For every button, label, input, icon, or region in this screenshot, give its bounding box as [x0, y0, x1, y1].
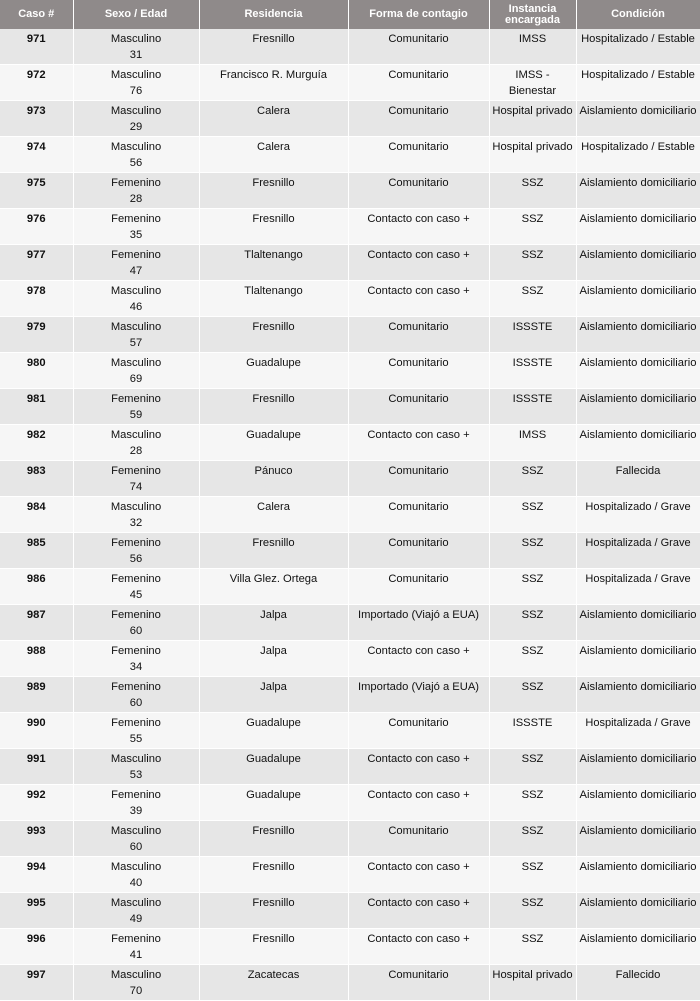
cell-forma-contagio: Comunitario [348, 461, 489, 497]
cell-residencia: Fresnillo [199, 389, 348, 425]
cell-sexo-edad [73, 245, 199, 281]
cell-forma-contagio: Comunitario [348, 569, 489, 605]
table-body [0, 29, 700, 1001]
cell-condicion: Aislamiento domiciliario [576, 677, 700, 713]
cell-caso: 987 [0, 605, 73, 641]
cell-residencia: Tlaltenango [199, 281, 348, 317]
cell-caso: 978 [0, 281, 73, 317]
table-row [0, 677, 700, 713]
cell-condicion: Hospitalizado / Estable [576, 29, 700, 65]
table-row [0, 353, 700, 389]
cell-residencia: Zacatecas [199, 965, 348, 1001]
cell-residencia: Fresnillo [199, 209, 348, 245]
cell-caso: 985 [0, 533, 73, 569]
header-forma-contagio: Forma de contagio [348, 0, 489, 29]
cell-condicion: Fallecido [576, 965, 700, 1001]
cell-instancia: SSZ [489, 821, 576, 857]
cell-edad: 45 [129, 589, 143, 601]
cell-residencia: Guadalupe [199, 713, 348, 749]
cell-edad: 49 [129, 913, 143, 925]
cell-sexo: Masculino [110, 861, 162, 873]
cell-forma-contagio: Comunitario [348, 533, 489, 569]
cell-sexo: Femenino [111, 393, 161, 405]
cell-condicion: Aislamiento domiciliario [576, 929, 700, 965]
cell-edad: 34 [129, 661, 143, 673]
cell-sexo-edad [73, 605, 199, 641]
cell-caso: 989 [0, 677, 73, 713]
cell-residencia: Calera [199, 137, 348, 173]
header-condicion: Condición [576, 0, 700, 29]
cell-forma-contagio: Comunitario [348, 389, 489, 425]
cell-condicion: Aislamiento domiciliario [576, 353, 700, 389]
cell-instancia: SSZ [489, 857, 576, 893]
cell-caso: 983 [0, 461, 73, 497]
table-row [0, 929, 700, 965]
cell-caso: 972 [0, 65, 73, 101]
cell-caso: 981 [0, 389, 73, 425]
header-residencia: Residencia [199, 0, 348, 29]
cell-caso: 973 [0, 101, 73, 137]
cell-edad: 56 [129, 553, 143, 565]
cell-instancia: SSZ [489, 785, 576, 821]
cell-instancia: SSZ [489, 281, 576, 317]
cell-residencia: Guadalupe [199, 425, 348, 461]
table-row [0, 965, 700, 1001]
cell-forma-contagio: Comunitario [348, 173, 489, 209]
cell-edad: 56 [129, 157, 143, 169]
cell-sexo-edad [73, 533, 199, 569]
cell-instancia: IMSS [489, 29, 576, 65]
cell-condicion: Fallecida [576, 461, 700, 497]
cell-condicion: Hospitalizado / Estable [576, 65, 700, 101]
cell-sexo-edad [73, 461, 199, 497]
cell-sexo-edad [73, 353, 199, 389]
cell-residencia: Fresnillo [199, 317, 348, 353]
cell-sexo: Masculino [110, 825, 162, 837]
cell-instancia: ISSSTE [489, 317, 576, 353]
cell-edad: 76 [129, 85, 143, 97]
cell-edad: 41 [129, 949, 143, 961]
cell-residencia: Guadalupe [199, 785, 348, 821]
cell-residencia: Calera [199, 101, 348, 137]
cell-condicion: Aislamiento domiciliario [576, 281, 700, 317]
cell-edad: 60 [129, 625, 143, 637]
cell-sexo-edad [73, 29, 199, 65]
table-row [0, 749, 700, 785]
cell-residencia: Fresnillo [199, 893, 348, 929]
cell-residencia: Guadalupe [199, 353, 348, 389]
cell-sexo-edad [73, 209, 199, 245]
cell-caso: 982 [0, 425, 73, 461]
cell-forma-contagio: Comunitario [348, 317, 489, 353]
cell-sexo: Femenino [111, 609, 161, 621]
cell-sexo-edad [73, 425, 199, 461]
cell-instancia: SSZ [489, 461, 576, 497]
cell-caso: 997 [0, 965, 73, 1001]
table-row [0, 65, 700, 101]
cell-forma-contagio: Comunitario [348, 821, 489, 857]
cell-sexo: Masculino [110, 105, 162, 117]
cell-edad: 32 [129, 517, 143, 529]
cell-residencia: Fresnillo [199, 929, 348, 965]
cell-sexo-edad [73, 317, 199, 353]
cell-sexo-edad [73, 641, 199, 677]
cell-sexo-edad [73, 821, 199, 857]
cell-edad: 74 [129, 481, 143, 493]
cell-residencia: Villa Glez. Ortega [199, 569, 348, 605]
cell-sexo: Masculino [110, 141, 162, 153]
cell-residencia: Fresnillo [199, 173, 348, 209]
cell-sexo-edad [73, 173, 199, 209]
cell-residencia: Fresnillo [199, 533, 348, 569]
cell-condicion: Aislamiento domiciliario [576, 389, 700, 425]
cell-sexo: Masculino [110, 357, 162, 369]
cell-sexo-edad [73, 749, 199, 785]
cell-residencia: Francisco R. Murguía [199, 65, 348, 101]
table-row [0, 281, 700, 317]
cell-forma-contagio: Importado (Viajó a EUA) [348, 605, 489, 641]
cell-caso: 974 [0, 137, 73, 173]
cell-instancia: SSZ [489, 677, 576, 713]
cell-condicion: Hospitalizado / Estable [576, 137, 700, 173]
cell-caso: 986 [0, 569, 73, 605]
cell-forma-contagio: Contacto con caso + [348, 929, 489, 965]
cell-instancia: SSZ [489, 173, 576, 209]
cell-condicion: Aislamiento domiciliario [576, 893, 700, 929]
cell-condicion: Aislamiento domiciliario [576, 209, 700, 245]
cell-condicion: Hospitalizada / Grave [576, 713, 700, 749]
cell-sexo: Femenino [111, 213, 161, 225]
cell-edad: 35 [129, 229, 143, 241]
cell-caso: 992 [0, 785, 73, 821]
cell-residencia: Jalpa [199, 677, 348, 713]
cell-instancia: SSZ [489, 893, 576, 929]
cell-sexo: Femenino [111, 645, 161, 657]
cell-caso: 996 [0, 929, 73, 965]
cell-sexo-edad [73, 65, 199, 101]
cell-instancia: SSZ [489, 569, 576, 605]
cell-forma-contagio: Contacto con caso + [348, 749, 489, 785]
cell-forma-contagio: Comunitario [348, 965, 489, 1001]
cell-edad: 31 [129, 49, 143, 61]
cell-condicion: Aislamiento domiciliario [576, 641, 700, 677]
table-row [0, 857, 700, 893]
cell-instancia: SSZ [489, 245, 576, 281]
header-caso: Caso # [0, 0, 73, 29]
cell-instancia: SSZ [489, 605, 576, 641]
cell-forma-contagio: Contacto con caso + [348, 857, 489, 893]
cell-residencia: Jalpa [199, 641, 348, 677]
cell-edad: 53 [129, 769, 143, 781]
cell-sexo-edad [73, 965, 199, 1001]
cell-caso: 979 [0, 317, 73, 353]
header-instancia: Instancia encargada [489, 0, 576, 29]
cell-forma-contagio: Comunitario [348, 137, 489, 173]
cell-residencia: Calera [199, 497, 348, 533]
cell-condicion: Aislamiento domiciliario [576, 821, 700, 857]
cell-sexo: Masculino [110, 429, 162, 441]
header-row [0, 0, 700, 29]
table-row [0, 785, 700, 821]
table-row [0, 893, 700, 929]
cell-residencia: Fresnillo [199, 29, 348, 65]
cell-forma-contagio: Contacto con caso + [348, 785, 489, 821]
cell-condicion: Aislamiento domiciliario [576, 317, 700, 353]
table-row [0, 137, 700, 173]
cell-sexo: Masculino [110, 321, 162, 333]
table-row [0, 209, 700, 245]
cell-condicion: Aislamiento domiciliario [576, 857, 700, 893]
cell-condicion: Hospitalizada / Grave [576, 569, 700, 605]
cell-edad: 55 [129, 733, 143, 745]
cell-edad: 29 [129, 121, 143, 133]
cell-condicion: Aislamiento domiciliario [576, 425, 700, 461]
cell-condicion: Aislamiento domiciliario [576, 173, 700, 209]
cell-sexo-edad [73, 713, 199, 749]
cell-caso: 975 [0, 173, 73, 209]
cell-forma-contagio: Contacto con caso + [348, 641, 489, 677]
cell-sexo: Masculino [110, 33, 162, 45]
cell-sexo: Masculino [110, 753, 162, 765]
cell-sexo: Femenino [111, 717, 161, 729]
table-row [0, 425, 700, 461]
cell-sexo-edad [73, 137, 199, 173]
cell-condicion: Aislamiento domiciliario [576, 749, 700, 785]
cell-edad: 28 [129, 445, 143, 457]
cell-forma-contagio: Importado (Viajó a EUA) [348, 677, 489, 713]
cell-forma-contagio: Contacto con caso + [348, 245, 489, 281]
table-header [0, 0, 700, 29]
cell-caso: 994 [0, 857, 73, 893]
cell-condicion: Aislamiento domiciliario [576, 101, 700, 137]
cell-sexo-edad [73, 101, 199, 137]
cell-caso: 984 [0, 497, 73, 533]
cell-sexo-edad [73, 389, 199, 425]
cell-caso: 976 [0, 209, 73, 245]
cell-instancia: SSZ [489, 929, 576, 965]
cell-sexo-edad [73, 857, 199, 893]
cell-instancia: SSZ [489, 749, 576, 785]
cell-caso: 971 [0, 29, 73, 65]
cell-edad: 46 [129, 301, 143, 313]
cell-forma-contagio: Comunitario [348, 65, 489, 101]
cell-forma-contagio: Contacto con caso + [348, 209, 489, 245]
cell-forma-contagio: Comunitario [348, 101, 489, 137]
cell-sexo: Femenino [111, 249, 161, 261]
cell-edad: 40 [129, 877, 143, 889]
cell-edad: 69 [129, 373, 143, 385]
table-row [0, 245, 700, 281]
cell-instancia: SSZ [489, 533, 576, 569]
cell-forma-contagio: Contacto con caso + [348, 893, 489, 929]
cell-forma-contagio: Comunitario [348, 497, 489, 533]
cell-forma-contagio: Comunitario [348, 29, 489, 65]
cell-sexo-edad [73, 929, 199, 965]
cell-forma-contagio: Comunitario [348, 713, 489, 749]
cell-instancia: SSZ [489, 497, 576, 533]
cell-sexo: Femenino [111, 537, 161, 549]
table-row [0, 605, 700, 641]
cell-sexo-edad [73, 785, 199, 821]
cell-residencia: Jalpa [199, 605, 348, 641]
cell-forma-contagio: Contacto con caso + [348, 281, 489, 317]
cell-caso: 977 [0, 245, 73, 281]
cell-sexo-edad [73, 677, 199, 713]
cell-sexo-edad [73, 569, 199, 605]
cell-edad: 39 [129, 805, 143, 817]
table-row [0, 497, 700, 533]
cell-residencia: Pánuco [199, 461, 348, 497]
cell-residencia: Fresnillo [199, 857, 348, 893]
cell-sexo: Masculino [110, 285, 162, 297]
cell-caso: 980 [0, 353, 73, 389]
table-row [0, 533, 700, 569]
cell-sexo: Femenino [111, 177, 161, 189]
cell-instancia: Hospital privado [489, 965, 576, 1001]
cell-residencia: Fresnillo [199, 821, 348, 857]
cell-sexo: Femenino [111, 789, 161, 801]
cell-instancia: ISSSTE [489, 353, 576, 389]
cell-residencia: Tlaltenango [199, 245, 348, 281]
cell-caso: 991 [0, 749, 73, 785]
header-sexo-edad: Sexo / Edad [73, 0, 199, 29]
cell-instancia: IMSS - Bienestar [489, 65, 576, 101]
cell-sexo: Masculino [110, 969, 162, 981]
cell-sexo-edad [73, 497, 199, 533]
cell-edad: 59 [129, 409, 143, 421]
cell-instancia: Hospital privado [489, 101, 576, 137]
cell-caso: 990 [0, 713, 73, 749]
cell-edad: 28 [129, 193, 143, 205]
cell-caso: 988 [0, 641, 73, 677]
cell-condicion: Hospitalizada / Grave [576, 533, 700, 569]
cell-condicion: Hospitalizado / Grave [576, 497, 700, 533]
cell-caso: 995 [0, 893, 73, 929]
table-row [0, 101, 700, 137]
table-row [0, 641, 700, 677]
cell-edad: 60 [129, 841, 143, 853]
cell-edad: 70 [129, 985, 143, 997]
cell-sexo: Femenino [111, 681, 161, 693]
cell-residencia: Guadalupe [199, 749, 348, 785]
cell-edad: 57 [129, 337, 143, 349]
cell-sexo: Masculino [110, 501, 162, 513]
cell-instancia: ISSSTE [489, 713, 576, 749]
cell-sexo-edad [73, 281, 199, 317]
cell-instancia: IMSS [489, 425, 576, 461]
cell-edad: 47 [129, 265, 143, 277]
cell-instancia: SSZ [489, 641, 576, 677]
cell-edad: 60 [129, 697, 143, 709]
cell-condicion: Aislamiento domiciliario [576, 785, 700, 821]
table-row [0, 569, 700, 605]
cell-sexo: Femenino [111, 465, 161, 477]
cell-forma-contagio: Comunitario [348, 353, 489, 389]
table-row [0, 29, 700, 65]
cell-sexo: Femenino [111, 933, 161, 945]
table-row [0, 389, 700, 425]
table-row [0, 461, 700, 497]
table-row [0, 173, 700, 209]
cell-caso: 993 [0, 821, 73, 857]
cell-sexo: Masculino [110, 897, 162, 909]
table-row [0, 713, 700, 749]
table-row [0, 821, 700, 857]
cell-sexo-edad [73, 893, 199, 929]
cell-forma-contagio: Contacto con caso + [348, 425, 489, 461]
cell-instancia: Hospital privado [489, 137, 576, 173]
cell-sexo: Masculino [110, 69, 162, 81]
cell-instancia: SSZ [489, 209, 576, 245]
cell-condicion: Aislamiento domiciliario [576, 605, 700, 641]
cell-instancia: ISSSTE [489, 389, 576, 425]
cell-condicion: Aislamiento domiciliario [576, 245, 700, 281]
table-row [0, 317, 700, 353]
cell-sexo: Femenino [111, 573, 161, 585]
